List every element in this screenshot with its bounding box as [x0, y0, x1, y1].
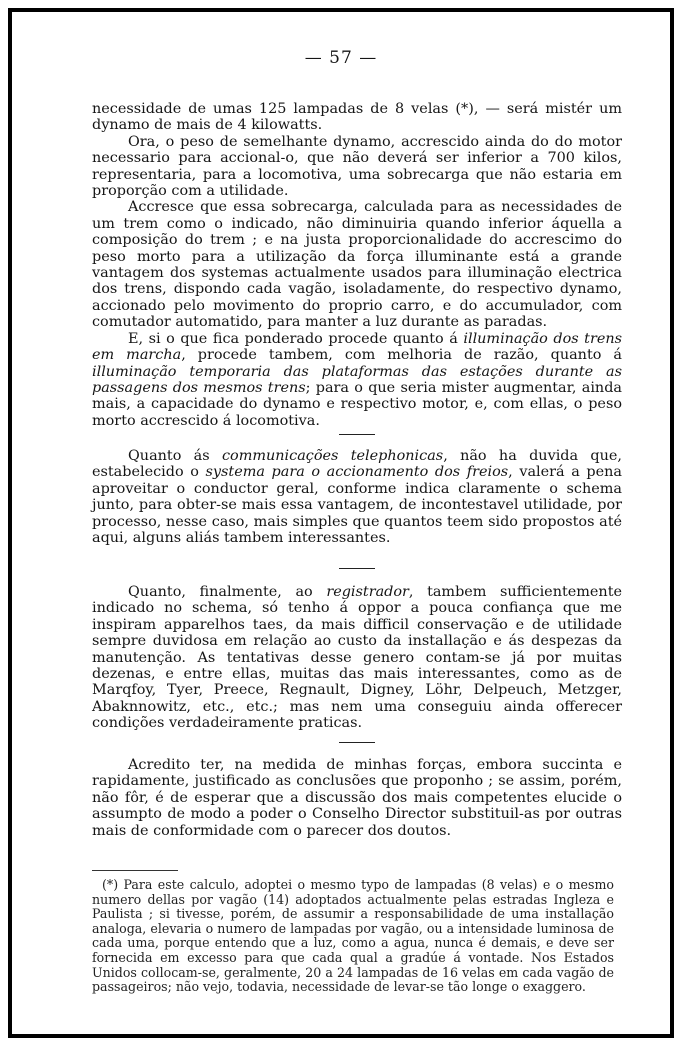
paragraph-5	[92, 448, 622, 546]
paragraph-5-text-c: , não ha duvida que, estabelecido o	[92, 448, 622, 481]
body-block-1	[92, 101, 622, 429]
body-block-3	[92, 584, 622, 732]
paragraph-2: Ora, o peso de semelhante dynamo, accrescido ainda do do motor necessario para accional-o, que não deverá ser inferior a 700 kilos, representaria, para a locomotiva, uma sobrecarga que não estaria em proporção com a utilidade.	[92, 133, 622, 200]
paragraph-6-text-a: Quanto, finalmente, ao	[128, 584, 327, 600]
body-block-2	[92, 448, 622, 546]
paragraph-5-italic-b: communicações telephonicas	[221, 448, 444, 464]
separator-1	[339, 434, 375, 435]
paragraph-5-italic-d: systema para o accionamento dos freios	[205, 464, 509, 481]
paragraph-1: necessidade de umas 125 lampadas de 8 velas (*), — será mistér um dynamo de mais de 4 kilowatts.	[92, 101, 622, 134]
paragraph-4	[92, 331, 622, 429]
separator-1-wrap	[92, 434, 622, 435]
page-number: — 57 —	[304, 48, 378, 68]
paragraph-4-text-c: , procede tambem, com melhoria de razão, quanto á	[181, 347, 622, 364]
paragraph-3: Accresce que essa sobrecarga, calculada para as necessidades de um trem como o indicado, não diminuiria quando inferior áquella a composição do trem ; e na justa proporcionalidade do accrescimo do peso morto para a utilização da força illuminante está a grande vantagem dos systemas actualmente usados para illuminação electrica dos trens, dispondo cada vagão, isoladamente, do respectivo dynamo, accionado pelo movimento do proprio carro, e do accumulador, com comutador automatido, para manter a luz durante as paradas.	[92, 199, 622, 331]
footnote	[92, 878, 614, 995]
footnote-text: (*) Para este calculo, adoptei o mesmo typo de lampadas (8 velas) e o mesmo numero dellas por vagão (14) adoptados actualmente pelas estradas Ingleza e Paulista ; si tivesse, porém, de assumir a responsabilidade de uma installação analoga, elevaria o numero de lampadas por vagão, ou a intensidade luminosa de cada uma, porque entendo que a luz, como a agua, nunca é demais, e deve ser fornecida em excesso para que cada qual a gradúe á vontade. Nos Estados Unidos collocam-se, geralmente, 20 a 24 lampadas de 16 velas em cada vagão de passageiros; não vejo, todavia, necessidade de levar-se tão longe o exaggero.	[92, 877, 614, 995]
paragraph-7: Acredito ter, na medida de minhas forças, embora succinta e rapidamente, justificado as conclusões que proponho ; se assim, porém, não fôr, é de esperar que a discussão dos mais competentes elucide o assumpto de modo a poder o Conselho Director substituil-as por outras mais de conformidade com o parecer dos doutos.	[92, 757, 622, 839]
paragraph-5-text-e: , valerá a pena aproveitar o conductor geral, conforme indica claramente o schema junto, para obter-se mais essa vantagem, de incontestavel utilidade, por processo, nesse caso, mais simples que quantos teem sido propostos até aqui, alguns aliás tambem interessantes.	[92, 464, 622, 547]
separator-2	[339, 568, 375, 569]
page-frame	[8, 8, 674, 1038]
separator-3	[339, 742, 375, 743]
paragraph-5-text-a: Quanto ás	[128, 448, 222, 464]
paragraph-6-italic-b: registrador	[326, 584, 409, 600]
footnote-rule	[92, 870, 178, 871]
paragraph-4-text-e: ; para o que seria mister augmentar, ainda mais, a capacidade do dynamo e respectivo motor, e, com ellas, o peso morto accrescido á locomotiva.	[92, 379, 622, 429]
separator-3-wrap	[92, 742, 622, 743]
body-block-4	[92, 757, 622, 839]
paragraph-4-italic-b: illuminação dos trens em marcha	[92, 330, 622, 364]
paragraph-6	[92, 584, 622, 732]
separator-2-wrap	[92, 568, 622, 569]
paragraph-4-text-a: E, si o que fica ponderado procede quanto á	[128, 330, 464, 347]
paragraph-6-text-c: , tambem sufficientemente indicado no schema, só tenho á oppor a pouca confiança que me inspiram apparelhos taes, da mais difficil conservação e de utilidade sempre duvidosa em relação ao custo da installação e ás despezas da manutenção. As tentativas desse genero contam-se já por muitas dezenas, e entre ellas, muitas das mais interessantes, como as de Marqfoy, Tyer, Preece, Regnault, Digney, Löhr, Delpeuch, Metzger, Abaknnowitz, etc., etc.; mas nem uma conseguiu ainda offerecer condições verdadeiramente praticas.	[92, 584, 622, 732]
paragraph-4-italic-d: illuminação temporaria das plataformas das estações durante as passagens dos mesmos trens	[92, 363, 622, 396]
